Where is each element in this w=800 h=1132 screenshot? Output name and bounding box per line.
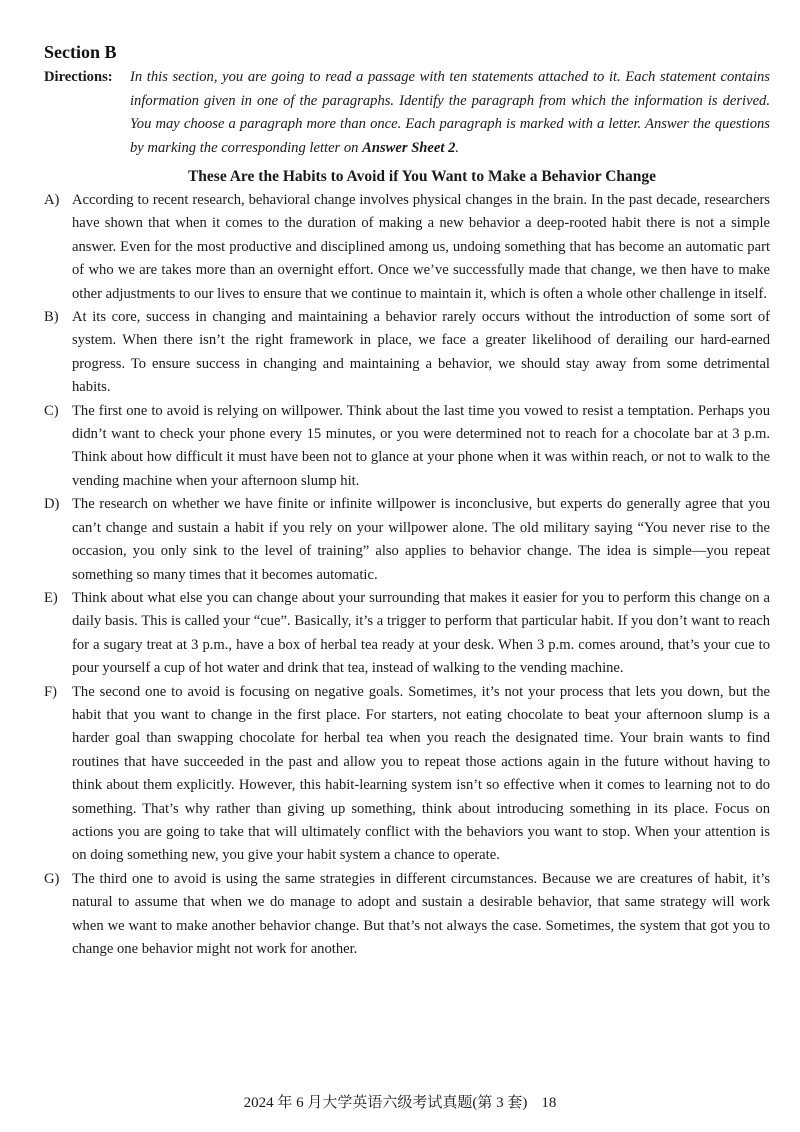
paragraph-b [44,306,770,400]
page-number: 18 [541,1095,557,1111]
paragraph-text: At its core, success in changing and maintaining a behavior rarely occurs without the introduction of some sort of system. When there isn’t the right framework in place, we face a greater likelihood of derailing our hard-earned progress. To ensure success in changing and maintaining a behavior, we should stay away from some detrimental habits. [72,309,770,396]
directions-end: . [455,139,460,156]
paragraph-letter: C) [44,402,59,419]
paragraph-g [44,868,770,962]
paragraph-text: Think about what else you can change about your surrounding that makes it easier for you to perform this change on a daily basis. This is called your “cue”. Basically, it’s a trigger to perform that particular habit. If you don’t want to reach for a sugary treat at 3 p.m., have a box of herbal tea ready at your desk. When 3 p.m. comes around, that’s your cue to pour yourself a cup of hot water and drink that tea, instead of walking to the vending machine. [72,589,770,677]
paragraph-text: The first one to avoid is relying on willpower. Think about the last time you vowed to resist a temptation. Perhaps you didn’t want to check your phone every 15 minutes, or you were determined not to reach for a chocolate bar at 3 p.m. Think about how difficult it must have been not to glance at your phone when it was within reach, or not to walk to the vending machine when your afternoon slump hit. [72,402,770,489]
page-footer [0,1093,800,1113]
paragraph-a [44,189,770,306]
section-heading: Section B [44,42,117,62]
directions-label: Directions: [44,69,113,85]
paragraph-letter: B) [44,309,59,326]
paragraph-letter: A) [44,192,60,208]
paragraph-letter: D) [44,496,60,513]
directions-text [130,69,770,156]
paragraph-d [44,493,770,587]
paragraph-c [44,400,770,494]
paragraph-letter: G) [44,870,60,887]
directions-body: In this section, you are going to read a passage with ten statements attached to it. Each statement contains information given in one of the paragraphs. Identify the paragraph from which the information is derived. You may choose a paragraph more than once. Each paragraph is marked with a letter. Answer the questions by marking the corresponding letter on [130,69,770,156]
passage-title: These Are the Habits to Avoid if You Want to Make a Behavior Change [187,168,657,185]
paragraph-text: The research on whether we have finite or infinite willpower is inconclusive, but experts do generally agree that you can’t change and sustain a habit if you rely on your willpower alone. The old military saying “You never rise to the occasion, you only sink to the level of training” also applies to behavior change. The idea is simple—you repeat something so many times that it becomes automatic. [72,496,770,583]
answer-sheet-label: Answer Sheet 2 [362,139,456,156]
paragraph-f [44,681,770,868]
paragraph-letter: F) [44,683,57,700]
paragraph-text: The third one to avoid is using the same strategies in different circumstances. Because we are creatures of habit, it’s natural to assume that when we do manage to adopt and sustain a desirable behavior, that same strategy will work when we want to make another behavior change. But that’s not always the case. Sometimes, the system that got you to change one behavior might not work for another. [72,870,770,957]
paragraph-text: According to recent research, behavioral change involves physical changes in the brain. In the past decade, researchers have shown that when it comes to the duration of making a new behavior a deep-rooted habit there is not a simple answer. Even for the most productive and disciplined among us, undoing something that has become an automatic part of who we are takes more than an overnight effort. Once we’ve successfully made that change, we then have to make other adjustments to our lives to ensure that we continue to maintain it, which is often a whole other challenge in itself. [72,192,770,302]
directions-block [44,66,770,160]
footer-exam-title: 2024 年 6 月大学英语六级考试真题(第 3 套) [243,1095,528,1111]
paragraph-e [44,587,770,681]
paragraph-letter: E) [44,589,58,606]
paragraph-text: The second one to avoid is focusing on negative goals. Sometimes, it’s not your process that lets you down, but the habit that you want to change in the first place. For starters, not eating chocolate to beat your afternoon slump is a harder goal than swapping chocolate for herbal tea when you reach the designated time. Your brain wants to find routines that have succeeded in the past and allow you to repeat those actions again in the future without having to think about them explicitly. However, this habit-learning system isn’t so effective when it comes to learning not to do something. That’s why rather than giving up something, think about introducing something in its place. Focus on actions you are going to take that will ultimately conflict with the behaviors you want to stop. When your attention is on doing something new, you give your habit system a chance to operate. [72,683,770,864]
